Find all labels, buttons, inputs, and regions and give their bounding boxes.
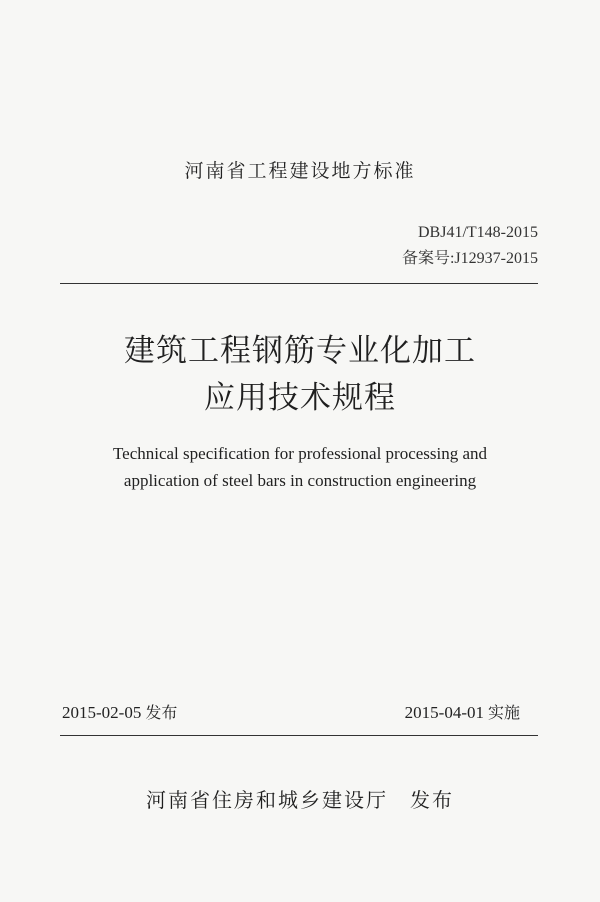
publisher-action: 发布: [410, 788, 454, 812]
title-chinese-line-2: 应用技术规程: [204, 380, 396, 416]
title-chinese-line-1: 建筑工程钢筋专业化加工: [124, 333, 476, 369]
effective-date-block: [405, 700, 520, 723]
effective-date: 2015-04-01: [404, 703, 484, 722]
publisher-name: 河南省住房和城乡建设厅: [146, 788, 388, 812]
release-date: 2015-02-05: [62, 703, 142, 722]
release-date-block: [62, 700, 177, 723]
title-english: [0, 440, 600, 494]
record-number: 备案号:J12937-2015: [401, 250, 538, 267]
publisher-line: [0, 784, 600, 813]
standard-codes: [402, 220, 538, 272]
bottom-divider: [60, 735, 538, 736]
top-divider: [60, 283, 538, 284]
release-label: 发布: [145, 703, 178, 722]
standard-category: 河南省工程建设地方标准: [184, 160, 416, 182]
effective-label: 实施: [487, 703, 520, 722]
title-english-line-2: application of steel bars in construction engineering: [123, 471, 477, 490]
title-chinese: [0, 328, 600, 422]
title-english-line-1: Technical specification for professional processing and: [112, 444, 488, 463]
standard-number: DBJ41/T148-2015: [418, 224, 538, 241]
